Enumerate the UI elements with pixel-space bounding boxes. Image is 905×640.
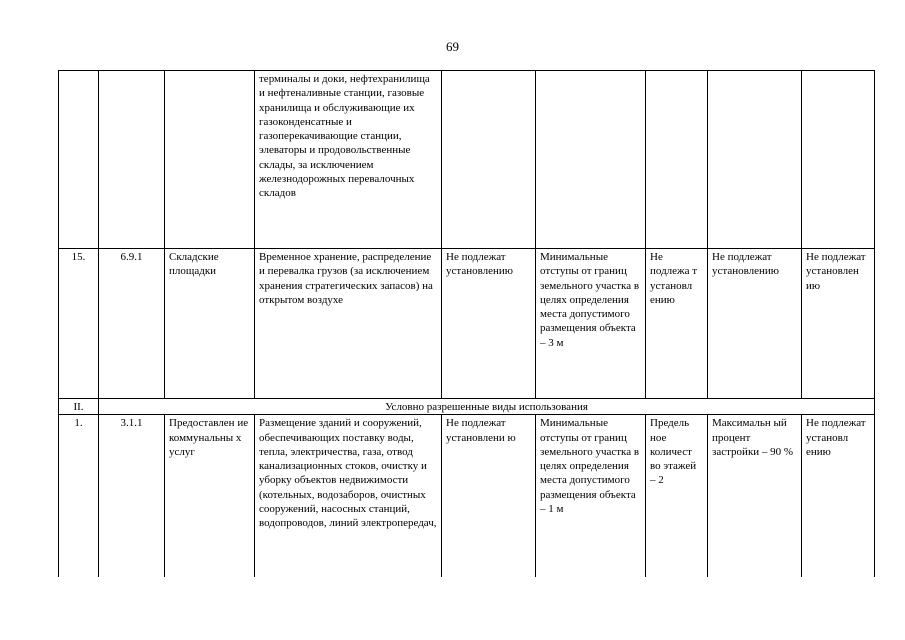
cell-col8 (708, 71, 802, 249)
land-use-table (58, 70, 875, 595)
page-bottom-margin (0, 577, 905, 640)
cell-code: 3.1.1 (99, 415, 165, 595)
cell-col8: Максимальн ый процент застройки – 90 % (708, 415, 802, 595)
cell-name: Складские площадки (165, 249, 255, 399)
cell-code (99, 71, 165, 249)
page-number: 69 (446, 39, 459, 54)
cell-num: 1. (59, 415, 99, 595)
cell-col7 (646, 71, 708, 249)
cell-col9: Не подлежат установл ению (802, 415, 875, 595)
cell-col5: Не подлежат установлению (442, 249, 536, 399)
cell-col7: Предель ное количест во этажей – 2 (646, 415, 708, 595)
section-title: Условно разрешенные виды использования (99, 399, 875, 415)
cell-name (165, 71, 255, 249)
table-row-continuation (59, 71, 875, 249)
cell-col9 (802, 71, 875, 249)
cell-num: 15. (59, 249, 99, 399)
cell-description: терминалы и доки, нефтехранилища и нефтеналивные станции, газовые хранилища и обслуживающие их газоконденсатные и газоперекачивающие станции, элеваторы и продовольственные склады, за исключением железнодорожных перевалочных складов (255, 71, 442, 249)
cell-description: Размещение зданий и сооружений, обеспечивающих поставку воды, тепла, электричества, газа, отвод канализационных стоков, очистку и уборку объектов недвижимости (котельных, водозаборов, очистных сооружений, насосных станций, водопроводов, линий электропередач, (255, 415, 442, 595)
cell-col9: Не подлежат установлен ию (802, 249, 875, 399)
cell-name: Предоставлен ие коммунальны х услуг (165, 415, 255, 595)
cell-col6: Минимальные отступы от границ земельного участка в целях определения места допустимого размещения объекта – 1 м (536, 415, 646, 595)
cell-col8: Не подлежат установлению (708, 249, 802, 399)
table-row-15 (59, 249, 875, 399)
cell-col6 (536, 71, 646, 249)
cell-col5: Не подлежат установлени ю (442, 415, 536, 595)
cell-num (59, 71, 99, 249)
cell-col7: Не подлежа т установл ению (646, 249, 708, 399)
table-row-1 (59, 415, 875, 595)
section-row-II (59, 399, 875, 415)
cell-code: 6.9.1 (99, 249, 165, 399)
section-num: II. (59, 399, 99, 415)
cell-col6: Минимальные отступы от границ земельного участка в целях определения места допустимого размещения объекта – 3 м (536, 249, 646, 399)
cell-description: Временное хранение, распределение и перевалка грузов (за исключением хранения стратегических запасов) на открытом воздухе (255, 249, 442, 399)
cell-col5 (442, 71, 536, 249)
